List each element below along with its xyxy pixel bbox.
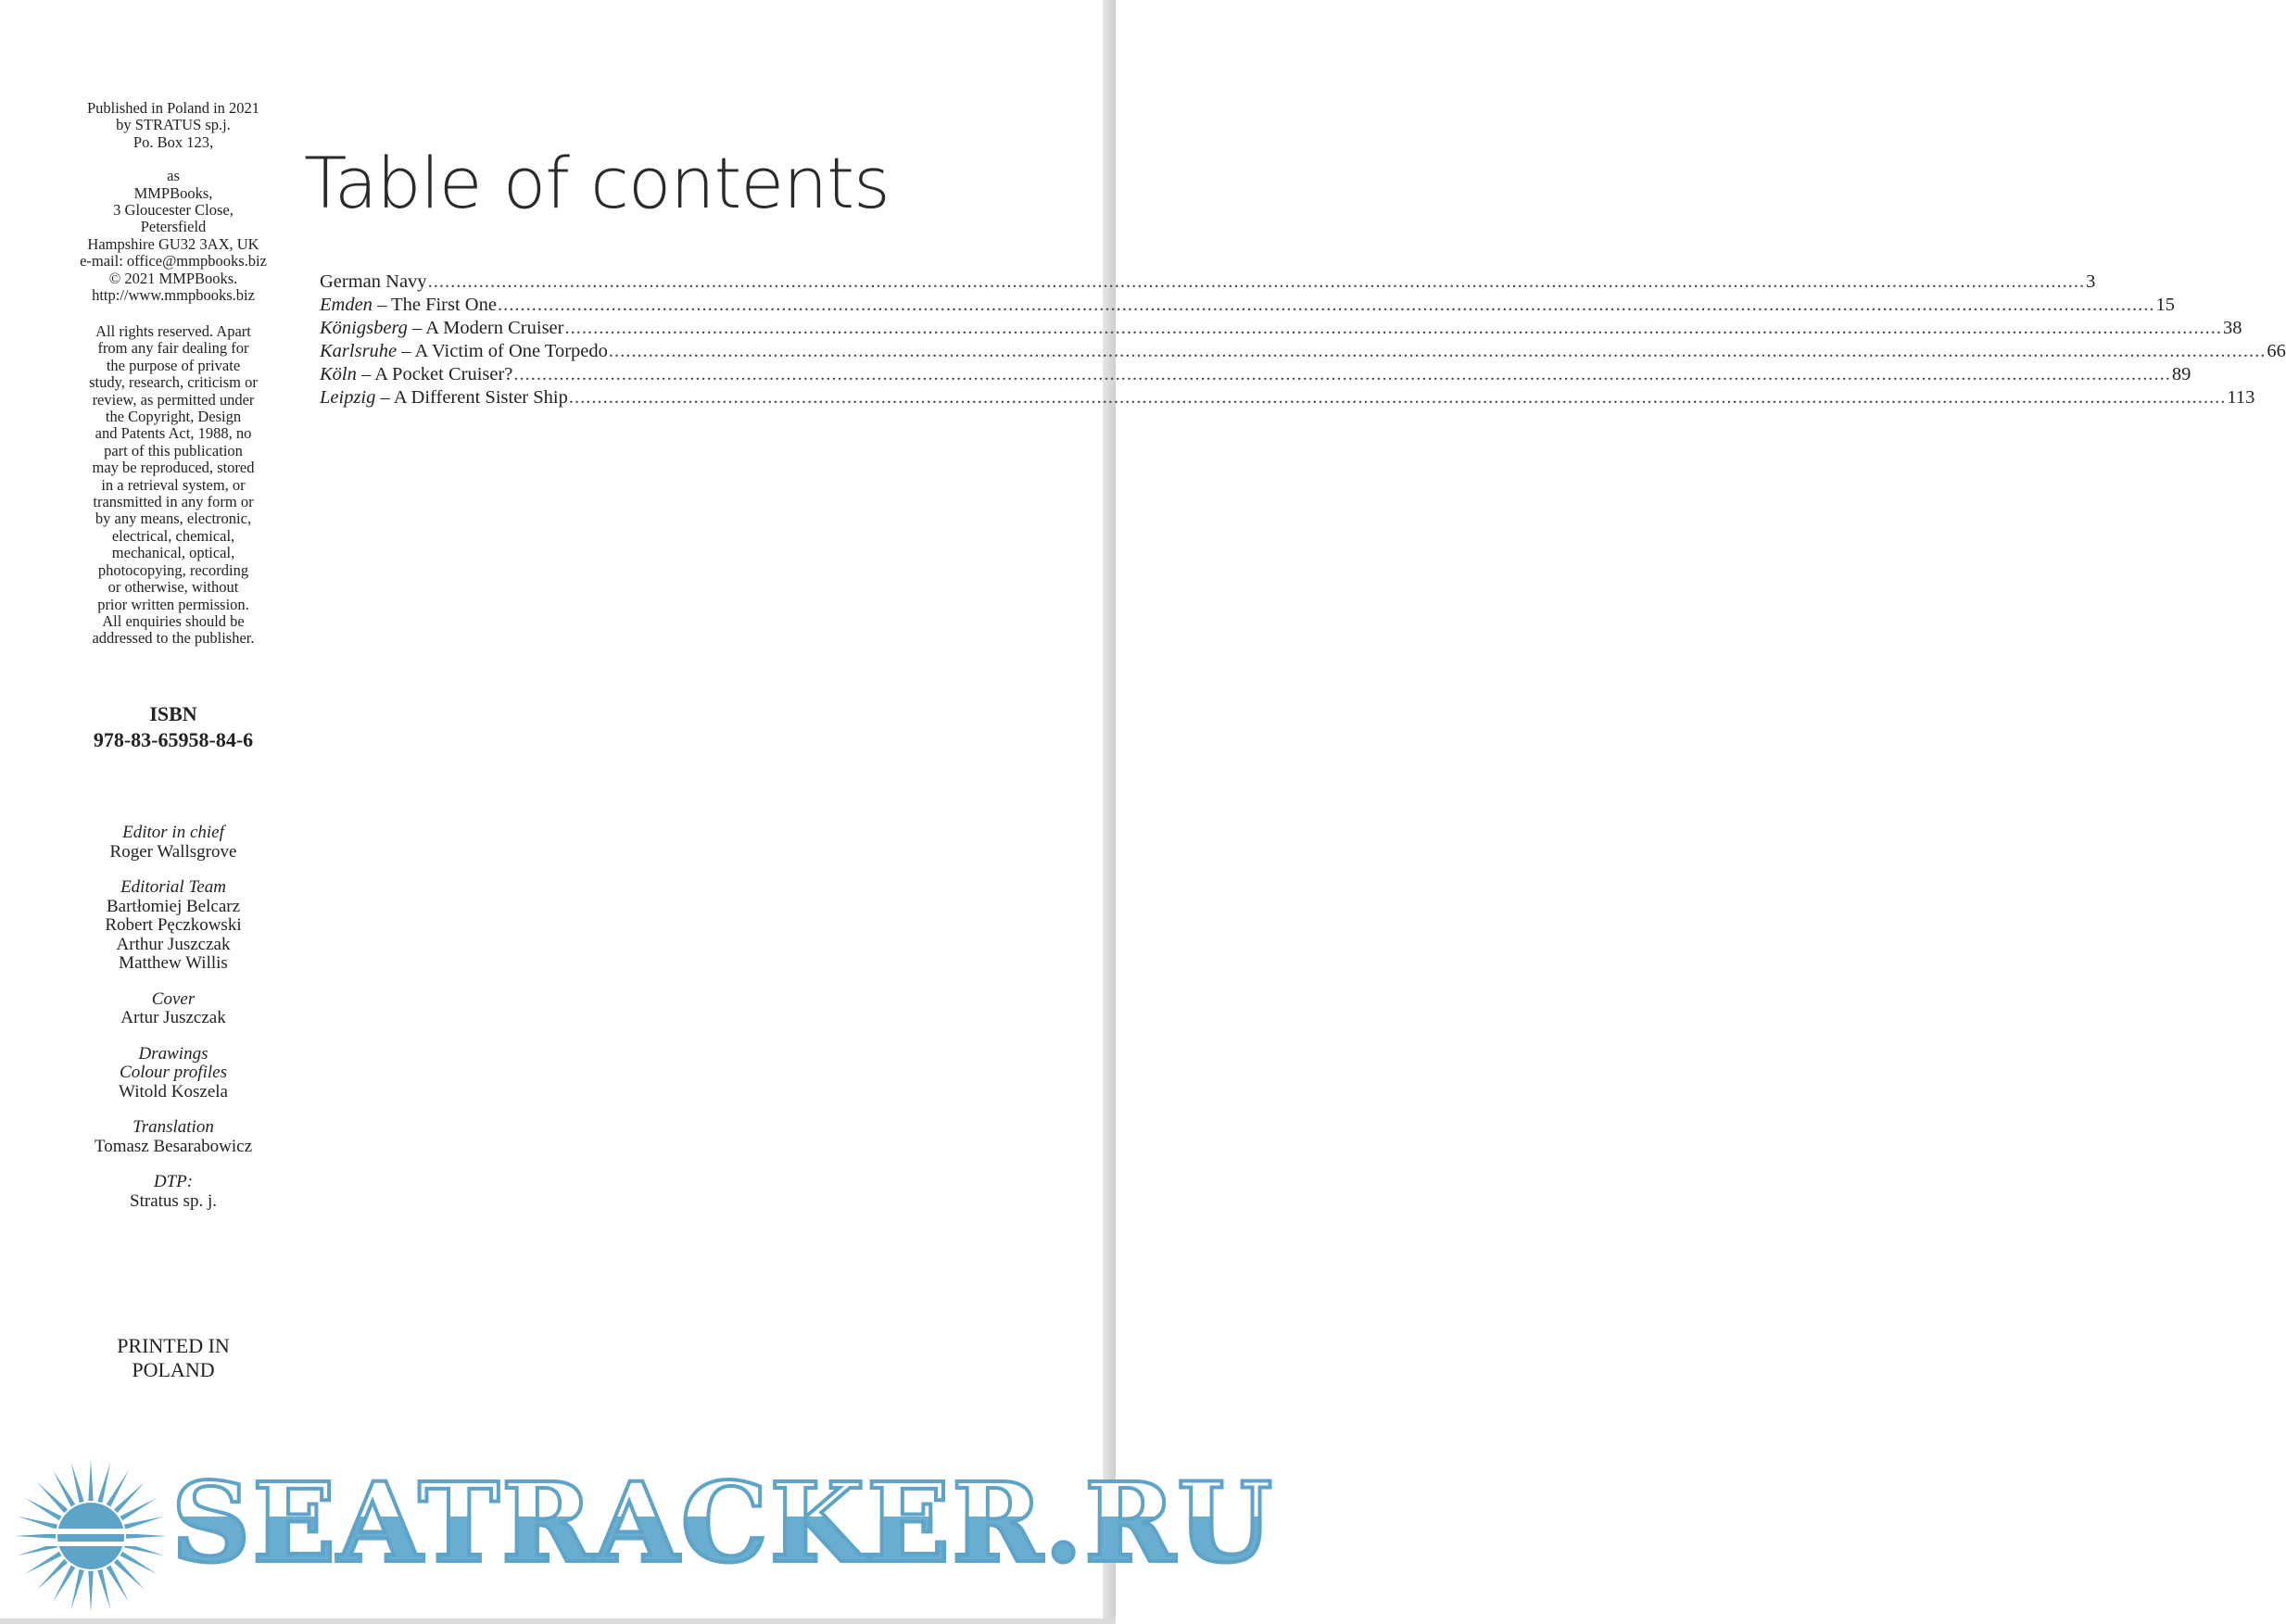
toc-entry-page: 113 bbox=[2227, 387, 2255, 408]
imprint-line: Petersfield bbox=[140, 218, 207, 236]
credits-block bbox=[57, 824, 289, 1227]
imprint-website: http://www.mmpbooks.biz bbox=[92, 286, 255, 305]
rights-line: the Copyright, Design bbox=[105, 408, 242, 426]
toc-leader-dots bbox=[428, 271, 2086, 294]
imprint-line: MMPBooks, bbox=[133, 183, 213, 202]
credit-block bbox=[57, 1045, 289, 1102]
toc-entry-page: 38 bbox=[2222, 318, 2242, 338]
toc-entry-label bbox=[320, 363, 512, 386]
rights-line: the purpose of private bbox=[106, 356, 241, 374]
toc-leader-dots bbox=[513, 363, 2171, 386]
credit-name: Bartłomiej Belcarz bbox=[106, 896, 241, 916]
rights-notice bbox=[57, 323, 289, 648]
rights-line: All enquiries should be bbox=[102, 611, 245, 630]
rights-line: part of this publication bbox=[104, 441, 243, 460]
toc-entry-title: – The First One bbox=[372, 295, 497, 315]
toc-entry bbox=[320, 294, 2175, 317]
credit-role: Translation bbox=[133, 1117, 214, 1137]
rights-line: addressed to the publisher. bbox=[92, 629, 255, 648]
rights-line: review, as permitted under bbox=[92, 390, 255, 409]
imprint-line: as bbox=[167, 167, 180, 185]
isbn-block bbox=[57, 701, 289, 753]
credit-role: DTP: bbox=[153, 1172, 194, 1191]
page-edge bbox=[1103, 0, 1116, 1624]
credit-name: Artur Juszczak bbox=[120, 1008, 226, 1027]
printed-in-notice bbox=[57, 1334, 289, 1382]
toc-entry-title: – A Pocket Cruiser? bbox=[356, 364, 513, 384]
toc-entry-title: German Navy bbox=[320, 271, 427, 292]
rights-line: from any fair dealing for bbox=[97, 339, 249, 358]
credit-name: Tomasz Besarabowicz bbox=[94, 1136, 253, 1156]
rights-line: All rights reserved. Apart bbox=[95, 322, 251, 340]
page-title: Table of contents bbox=[304, 142, 890, 224]
toc-entry bbox=[320, 271, 2096, 294]
toc-entry-label bbox=[320, 340, 608, 363]
imprint-block bbox=[57, 100, 289, 304]
toc-entry-page: 15 bbox=[2155, 295, 2175, 315]
credit-name: Stratus sp. j. bbox=[130, 1190, 217, 1211]
printed-line: POLAND bbox=[132, 1358, 215, 1381]
credit-block bbox=[57, 990, 289, 1028]
rights-line: electrical, chemical, bbox=[111, 526, 235, 545]
credit-name: Matthew Willis bbox=[119, 953, 228, 973]
toc-entry-title: – A Victim of One Torpedo bbox=[397, 341, 608, 361]
table-of-contents bbox=[320, 271, 2286, 409]
imprint-email: e-mail: office@mmpbooks.biz bbox=[80, 252, 267, 271]
credit-role: Colour profiles bbox=[120, 1063, 227, 1082]
rights-line: photocopying, recording bbox=[97, 560, 249, 579]
credit-role: Drawings bbox=[138, 1043, 208, 1064]
imprint-line: 3 Gloucester Close, bbox=[113, 201, 234, 220]
toc-leader-dots bbox=[609, 340, 2267, 363]
rights-line: study, research, criticism or bbox=[89, 373, 258, 392]
toc-entry-page: 66 bbox=[2267, 341, 2286, 361]
credit-name: Witold Koszela bbox=[119, 1081, 228, 1102]
imprint-line: Po. Box 123, bbox=[133, 132, 214, 151]
credit-name: Robert Pęczkowski bbox=[105, 915, 242, 935]
toc-entry-ship-name: Königsberg bbox=[320, 318, 408, 338]
toc-entry-label bbox=[320, 294, 497, 317]
toc-entry-page: 89 bbox=[2171, 364, 2191, 384]
credit-role: Editorial Team bbox=[120, 877, 226, 897]
rights-line: transmitted in any form or bbox=[93, 493, 254, 511]
toc-entry-title: – A Modern Cruiser bbox=[407, 318, 564, 338]
toc-entry bbox=[320, 386, 2255, 409]
credit-block bbox=[57, 1173, 289, 1211]
printed-line: PRINTED IN bbox=[117, 1334, 230, 1357]
toc-entry bbox=[320, 363, 2191, 386]
toc-leader-dots bbox=[498, 294, 2155, 317]
toc-leader-dots bbox=[569, 386, 2227, 409]
toc-entry-title: – A Different Sister Ship bbox=[375, 387, 568, 408]
toc-entry-ship-name: Leipzig bbox=[320, 387, 376, 408]
isbn-label: ISBN bbox=[149, 702, 197, 725]
rights-line: mechanical, optical, bbox=[111, 544, 235, 562]
rights-line: prior written permission. bbox=[97, 595, 249, 613]
toc-entry-ship-name: Köln bbox=[320, 364, 357, 384]
toc-entry-label bbox=[320, 317, 563, 340]
toc-entry bbox=[320, 340, 2286, 363]
rights-line: in a retrieval system, or bbox=[101, 475, 246, 494]
toc-entry-label bbox=[320, 271, 427, 294]
imprint-line: by STRATUS sp.j. bbox=[116, 116, 231, 134]
isbn-number: 978-83-65958-84-6 bbox=[93, 728, 254, 751]
imprint-copyright: © 2021 MMPBooks. bbox=[108, 269, 238, 287]
toc-leader-dots bbox=[564, 317, 2222, 340]
rights-line: or otherwise, without bbox=[107, 578, 239, 597]
sun-icon bbox=[9, 1454, 171, 1612]
credit-name: Roger Wallsgrove bbox=[109, 841, 237, 862]
watermark-text: SEATRACKER.RU bbox=[171, 1458, 1275, 1587]
page-bottom-edge bbox=[0, 1618, 1116, 1624]
credit-block bbox=[57, 824, 289, 862]
toc-entry-page: 3 bbox=[2086, 271, 2096, 292]
imprint-line: Hampshire GU32 3AX, UK bbox=[87, 234, 259, 253]
watermark bbox=[0, 1454, 1275, 1612]
credit-block bbox=[57, 878, 289, 974]
rights-line: by any means, electronic, bbox=[95, 510, 252, 528]
toc-entry-ship-name: Emden bbox=[320, 295, 373, 315]
toc-entry bbox=[320, 317, 2242, 340]
toc-entry-label bbox=[320, 386, 568, 409]
credit-block bbox=[57, 1118, 289, 1156]
imprint-line: Published in Poland in 2021 bbox=[86, 99, 260, 117]
rights-line: and Patents Act, 1988, no bbox=[95, 424, 252, 443]
credit-role: Editor in chief bbox=[122, 823, 224, 842]
toc-entry-ship-name: Karlsruhe bbox=[320, 341, 398, 361]
credit-name: Arthur Juszczak bbox=[116, 934, 231, 954]
credit-role: Cover bbox=[151, 988, 196, 1009]
rights-line: may be reproduced, stored bbox=[92, 459, 255, 477]
